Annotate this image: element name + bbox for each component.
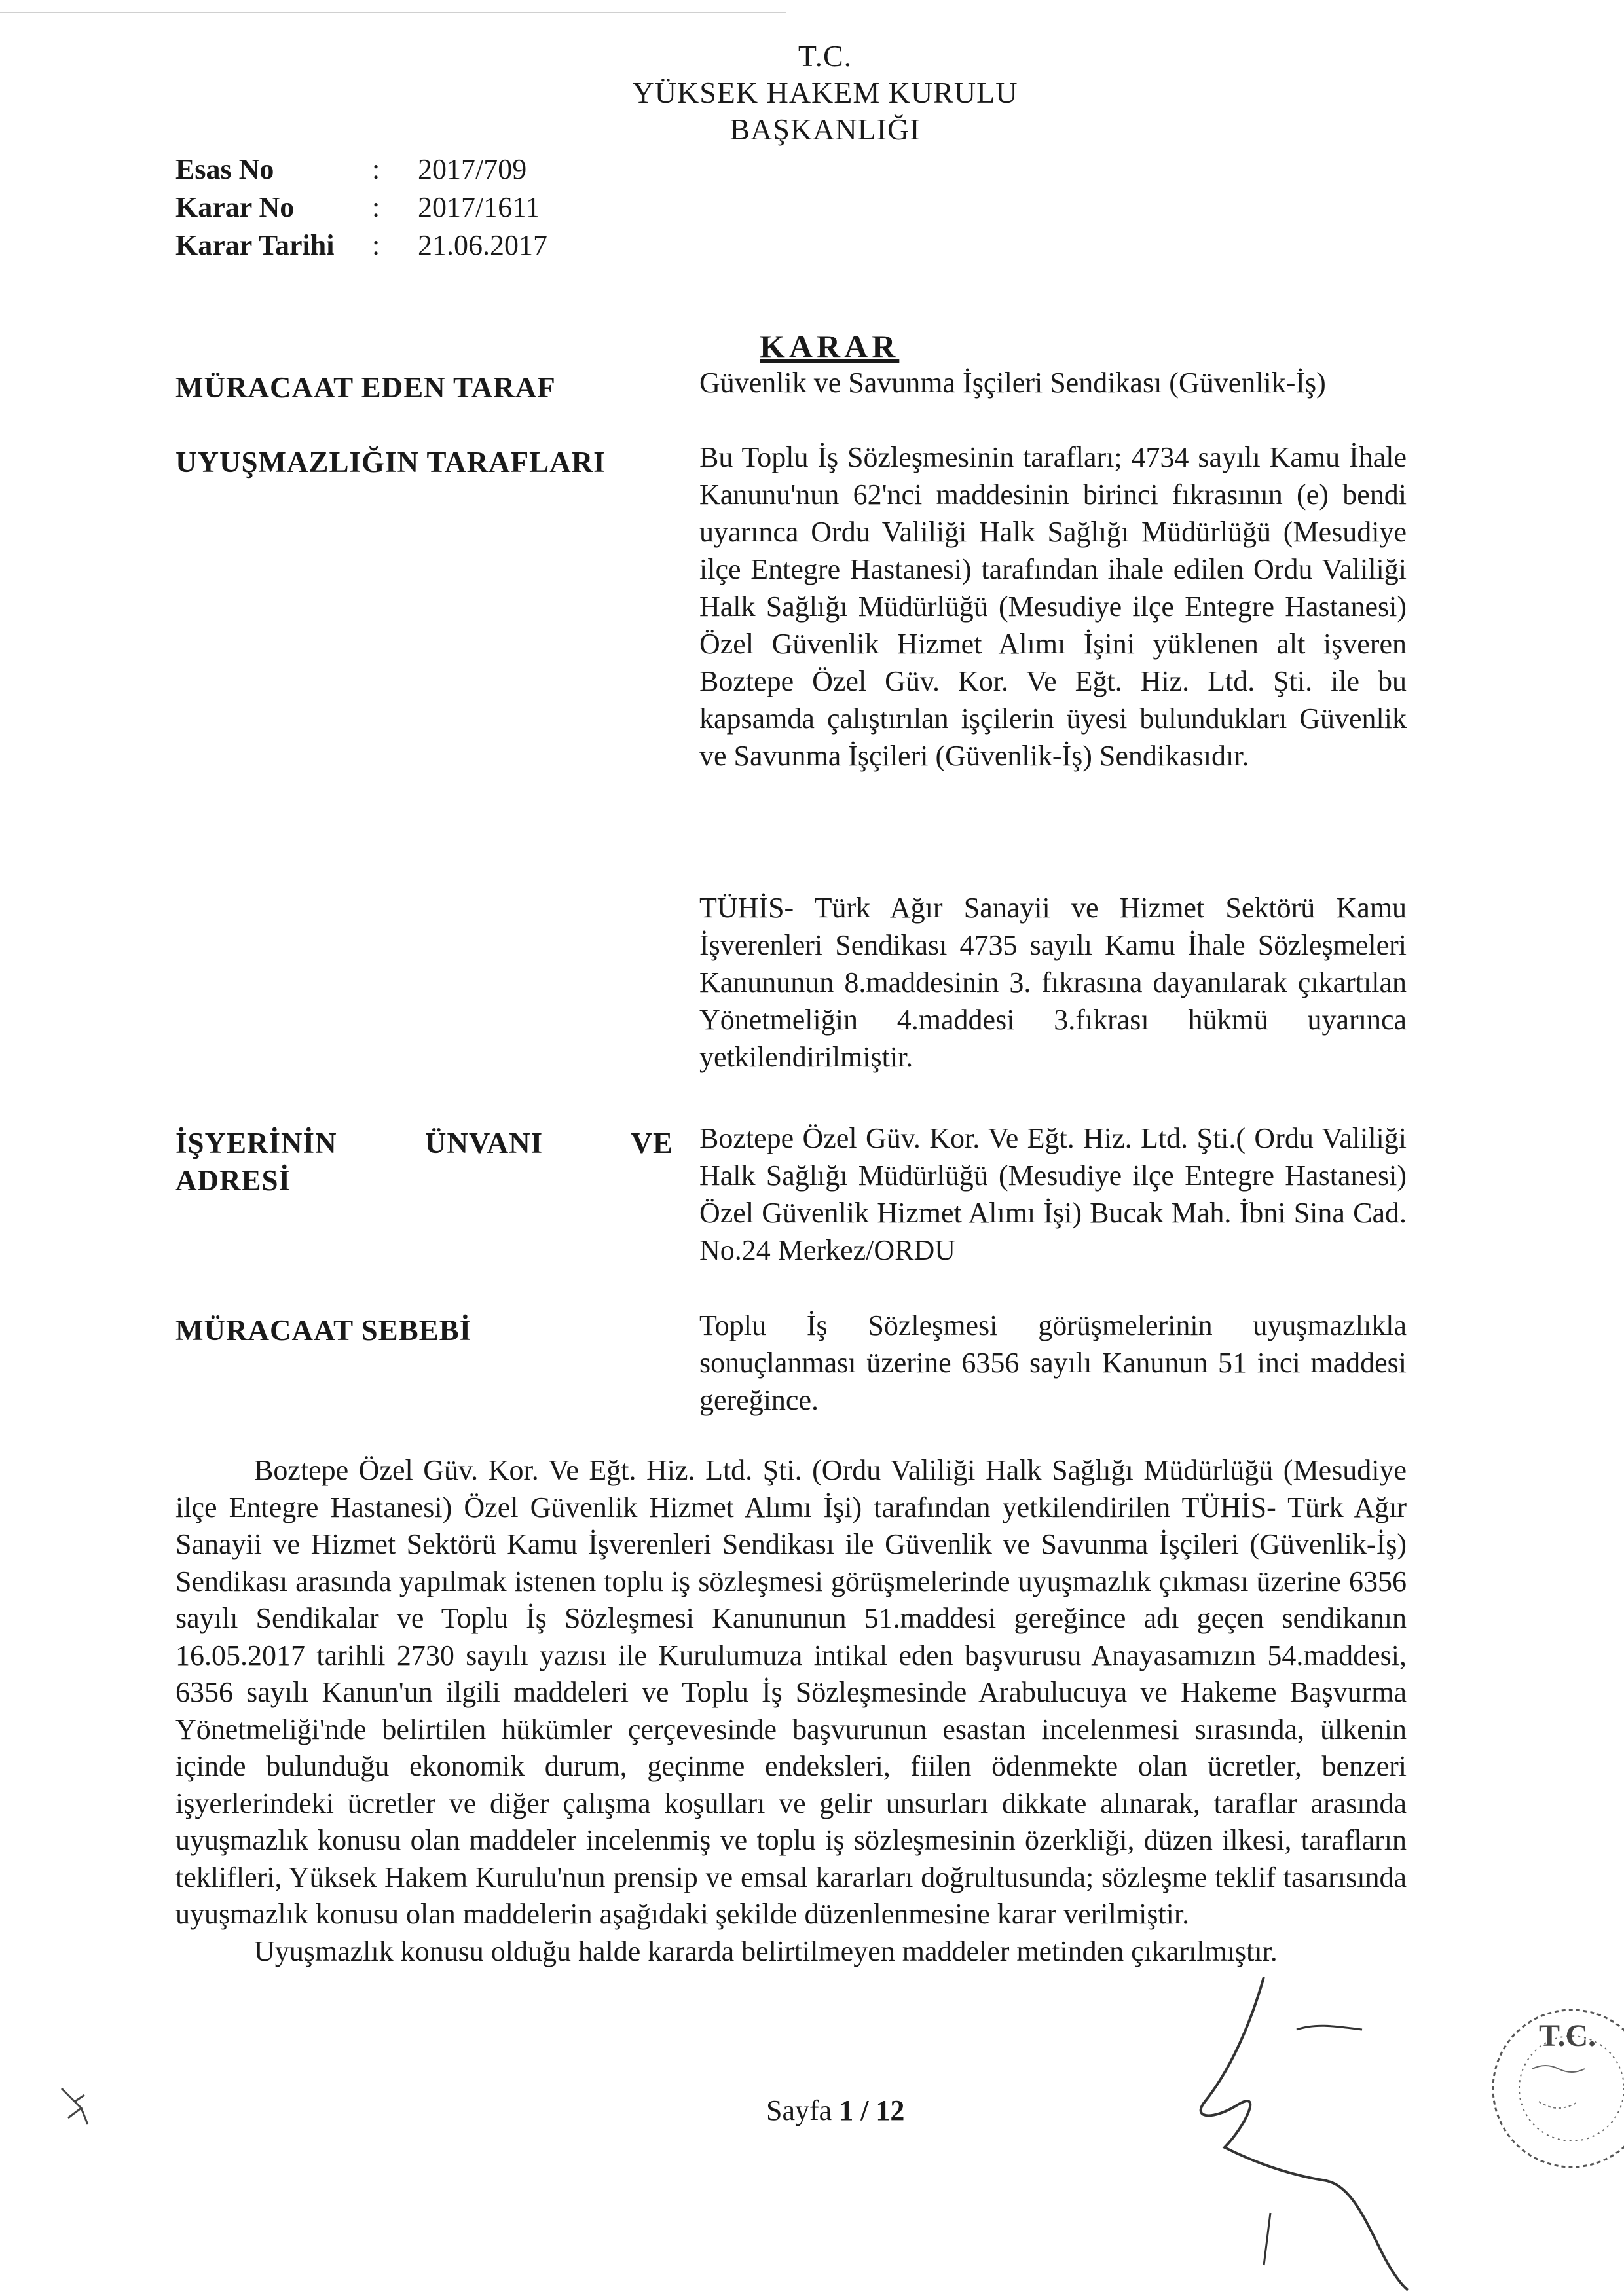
page-footer: [766, 2094, 904, 2127]
meta-key: Karar No: [175, 191, 295, 223]
label-muracaat-eden: MÜRACAAT EDEN TARAF: [175, 371, 556, 404]
header-line-2: YÜKSEK HAKEM KURULU: [632, 76, 1018, 109]
header-line-1: T.C.: [798, 39, 853, 73]
official-stamp: [1460, 1990, 1624, 2206]
document-header: [576, 38, 1074, 148]
text-taraflar-1: Bu Toplu İş Sözleşmesinin tarafları; 4734 sayılı Kamu İhale Kanunu'nun 62'nci maddesinin birinci fıkrasının (e) bendi uyarınca Ordu Valiliği Halk Sağlığı Müdürlüğü (Mesudiye ilçe Entegre Hastanesi) tarafından ihale edilen Ordu Valiliği Halk Sağlığı Müdürlüğü (Mesudiye ilçe Entegre Hastanesi) Özel Güvenlik Hizmet Alımı İşini yüklenen alt işveren Boztepe Özel Güv. Kor. Ve Eğt. Hiz. Ltd. Şti. ile bu kapsamda çalıştırılan işçilerin üyesi bulundukları Güvenlik ve Savunma İşçileri (Güvenlik-İş) Sendikasıdır.: [699, 441, 1407, 772]
label-isyeri: [175, 1125, 673, 1199]
signature-image: [1166, 1964, 1441, 2291]
label-taraflar: UYUŞMAZLIĞIN TARAFLARI: [175, 446, 606, 479]
text-taraflar-2: TÜHİS- Türk Ağır Sanayii ve Hizmet Sektörü Kamu İşverenleri Sendikası 4735 sayılı Kamu İhale Sözleşmeleri Kanununun 8.maddesinin 3. fıkrasına dayanılarak çıkartılan Yönetmeliğin 4.maddesi 3.fıkrası hükmü uyarınca yetkilendirilmiştir.: [699, 892, 1407, 1073]
text-sebep: Toplu İş Sözleşmesi görüşmelerinin uyuşmazlıkla sonuçlanması üzerine 6356 sayılı Kanunun 51 inci maddesi gereğince.: [699, 1309, 1407, 1416]
body-paragraph-1: Boztepe Özel Güv. Kor. Ve Eğt. Hiz. Ltd. Şti. (Ordu Valiliği Halk Sağlığı Müdürlüğü (Mesudiye ilçe Entegre Hastanesi) Özel Güvenlik Hizmet Alımı İşi) tarafından yetkilendirilen TÜHİS- Türk Ağır Sanayii ve Hizmet Sektörü Kamu İşverenleri Sendikası ile Güvenlik ve Savunma İşçileri (Güvenlik-İş) Sendikası arasında yapılmak istenen toplu iş sözleşmesi görüşmelerinde uyuşmazlık çıkması üzerine 6356 sayılı Sendikalar ve Toplu İş Sözleşmesi Kanununun 51.maddesi gereğince adı geçen sendikanın 16.05.2017 tarihli 2730 sayılı yazısı ile Kurulumuza intikal eden başvurusu Anayasamızın 54.maddesi, 6356 sayılı Kanun'un ilgili maddeleri ve Toplu İş Sözleşmesinde Arabulucuya ve Hakeme Başvurma Yönetmeliği'nde belirtilen hükümler çerçevesinde başvurunun esastan incelenmesi sırasında, ülkenin içinde bulunduğu ekonomik durum, geçinme endeksleri, fiilen ödenmekte olan ücretler, benzeri işyerlerindeki ücretler ve diğer çalışma koşulları ve gelir unsurları dikkate alınarak, taraflar arasında uyuşmazlık konusu olan maddeler incelenmiş ve toplu iş sözleşmesinin özerkliği, düzen ilkesi, tarafların teklifleri, Yüksek Hakem Kurulu'nun prensip ve emsal kararları doğrultusunda; sözleşme teklif tasarısında uyuşmazlık konusu olan maddelerin aşağıdaki şekilde düzenlenmesine karar verilmiştir.: [175, 1454, 1407, 1930]
page-prefix: Sayfa: [766, 2094, 832, 2126]
decision-title: KARAR: [760, 328, 900, 365]
meta-row-karar-tarihi: [175, 227, 547, 264]
meta-value: 2017/1611: [418, 191, 540, 223]
meta-value: 21.06.2017: [418, 229, 547, 261]
case-metadata: [175, 151, 547, 264]
label-isyeri-a: İŞYERİNİN: [175, 1127, 337, 1159]
text-isyeri: Boztepe Özel Güv. Kor. Ve Eğt. Hiz. Ltd. Şti.( Ordu Valiliği Halk Sağlığı Müdürlüğü (Mesudiye ilçe Entegre Hastanesi) Özel Güvenlik Hizmet Alımı İşi) Bucak Mah. İbni Sina Cad. No.24 Merkez/ORDU: [699, 1122, 1407, 1266]
text-muracaat-eden: Güvenlik ve Savunma İşçileri Sendikası (Güvenlik-İş): [699, 367, 1326, 399]
meta-colon: :: [372, 153, 380, 185]
label-sebep: MÜRACAAT SEBEBİ: [175, 1314, 472, 1347]
meta-row-karar-no: [175, 189, 547, 227]
margin-mark: [55, 2082, 94, 2128]
stamp-text: T.C.: [1539, 2018, 1596, 2053]
meta-value: 2017/709: [418, 153, 527, 185]
meta-colon: :: [372, 229, 380, 261]
header-line-3: BAŞKANLIĞI: [729, 113, 921, 146]
label-isyeri-c: VE: [631, 1127, 673, 1159]
scan-edge-line: [0, 12, 786, 13]
body-paragraph-2: Uyuşmazlık konusu olduğu halde kararda belirtilmeyen maddeler metinden çıkarılmıştır.: [254, 1935, 1278, 1967]
label-isyeri-b: ÜNVANI: [424, 1127, 544, 1159]
page-number: 1 / 12: [839, 2094, 905, 2126]
decision-body: [175, 1452, 1407, 1970]
meta-colon: :: [372, 191, 380, 223]
meta-key: Esas No: [175, 153, 274, 185]
label-isyeri-d: ADRESİ: [175, 1164, 291, 1197]
meta-key: Karar Tarihi: [175, 229, 335, 261]
meta-row-esas: [175, 151, 547, 189]
